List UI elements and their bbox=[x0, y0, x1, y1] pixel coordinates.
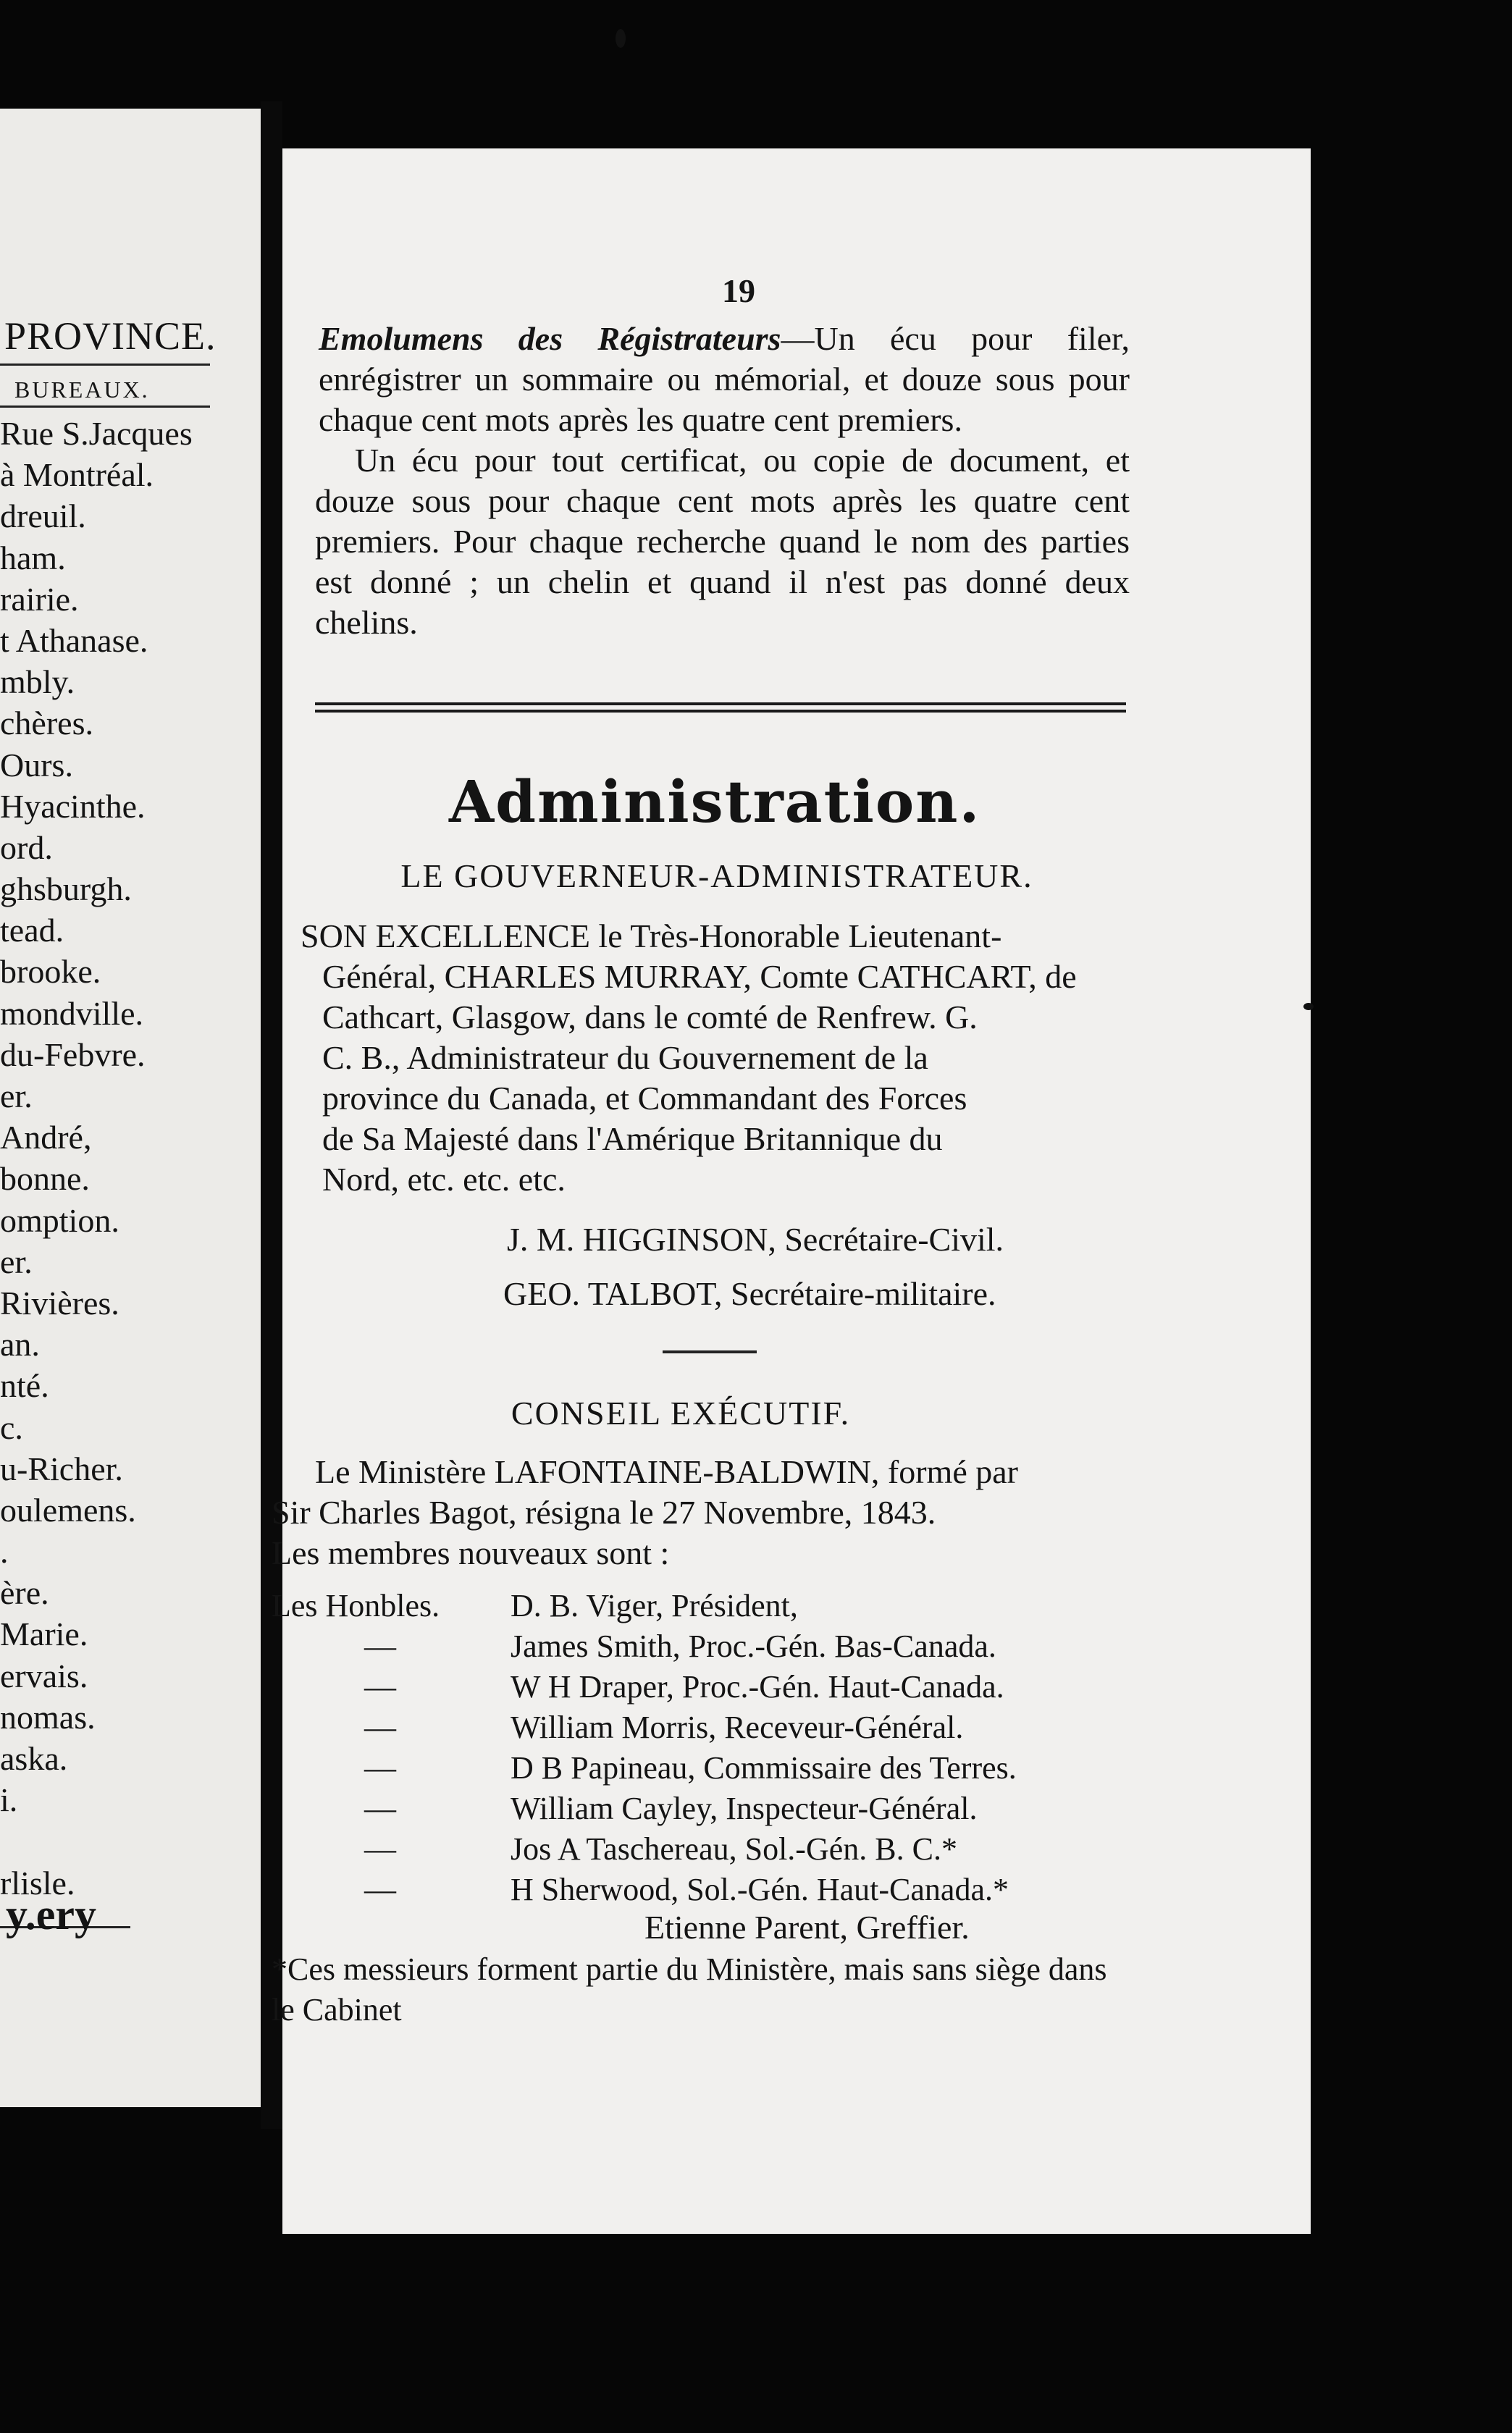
member-lead: Les Honbles. bbox=[272, 1588, 440, 1623]
list-item: Hyacinthe. bbox=[0, 787, 146, 825]
member-name: W H Draper, Proc.-Gén. Haut-Canada. bbox=[511, 1669, 1004, 1705]
list-item: chères. bbox=[0, 705, 93, 742]
greffier-line: Etienne Parent, Greffier. bbox=[644, 1909, 970, 1946]
member-lead: — bbox=[364, 1872, 396, 1907]
section-divider bbox=[315, 702, 1126, 713]
secretary-civil: J. M. HIGGINSON, Secrétaire-Civil. bbox=[507, 1221, 1004, 1258]
list-item: u-Richer. bbox=[0, 1450, 123, 1487]
list-item: du-Febvre. bbox=[0, 1035, 146, 1073]
list-item: an. bbox=[0, 1326, 40, 1363]
left-page-column-header: BUREAUX. bbox=[14, 377, 150, 403]
governor-line: province du Canada, et Commandant des Forces bbox=[322, 1080, 967, 1117]
council-intro-line: Sir Charles Bagot, résigna le 27 Novembre, 1843. bbox=[272, 1494, 936, 1531]
list-item: nté. bbox=[0, 1367, 49, 1405]
member-row bbox=[272, 1667, 1141, 1707]
emoluments-paragraph bbox=[319, 319, 1130, 440]
council-intro-line: Les membres nouveaux sont : bbox=[272, 1534, 670, 1571]
member-name: James Smith, Proc.-Gén. Bas-Canada. bbox=[511, 1629, 996, 1664]
list-item: rlisle. bbox=[0, 1864, 75, 1902]
secretary-military: GEO. TALBOT, Secrétaire-militaire. bbox=[503, 1275, 996, 1312]
list-item: à Montréal. bbox=[0, 456, 154, 494]
member-name: D B Papineau, Commissaire des Terres. bbox=[511, 1750, 1017, 1786]
governor-line: SON EXCELLENCE le Très-Honorable Lieutenant- bbox=[301, 917, 1002, 954]
emoluments-title: Emolumens des Régistrateurs bbox=[319, 320, 781, 357]
member-row bbox=[272, 1586, 1141, 1626]
member-lead: — bbox=[364, 1750, 396, 1786]
governor-description bbox=[301, 916, 1119, 1200]
list-item: ère. bbox=[0, 1574, 49, 1612]
list-item: Ours. bbox=[0, 746, 73, 783]
governor-line: C. B., Administrateur du Gouvernement de la bbox=[322, 1039, 928, 1076]
list-item: Rue S.Jacques bbox=[0, 415, 193, 452]
separator-rule bbox=[663, 1350, 757, 1353]
left-page-rule bbox=[0, 406, 210, 408]
list-item: ghsburgh. bbox=[0, 870, 132, 908]
list-item: rairie. bbox=[0, 580, 79, 618]
governor-heading: LE GOUVERNEUR-ADMINISTRATEUR. bbox=[400, 857, 1033, 894]
member-row bbox=[272, 1748, 1141, 1789]
list-item: . bbox=[0, 1533, 9, 1571]
emoluments-text: —Un écu pour filer, enrégistrer un sommaire ou mémorial, et douze sous pour chaque cent mots après les quatre cent premiers. bbox=[319, 320, 1130, 438]
footnote: *Ces messieurs forment partie du Ministère, mais sans siège dans le Cabinet bbox=[272, 1951, 1107, 2028]
list-item: ham. bbox=[0, 539, 66, 576]
member-lead: — bbox=[364, 1791, 396, 1826]
governor-line: Général, CHARLES MURRAY, Comte CATHCART, de bbox=[322, 958, 1077, 995]
member-lead: — bbox=[364, 1669, 396, 1705]
member-row bbox=[272, 1829, 1141, 1870]
list-item: er. bbox=[0, 1077, 33, 1114]
left-page-list bbox=[0, 413, 193, 1904]
list-item: i. bbox=[0, 1781, 18, 1819]
list-item: Marie. bbox=[0, 1615, 88, 1653]
list-item bbox=[0, 1820, 193, 1862]
member-name: William Cayley, Inspecteur-Général. bbox=[511, 1791, 978, 1826]
left-page-title: PROVINCE. bbox=[4, 314, 217, 358]
member-name: H Sherwood, Sol.-Gén. Haut-Canada.* bbox=[511, 1872, 1009, 1907]
list-item: mbly. bbox=[0, 663, 75, 701]
governor-line: Nord, etc. etc. etc. bbox=[322, 1161, 566, 1198]
council-members bbox=[272, 1586, 1141, 1910]
member-row bbox=[272, 1707, 1141, 1748]
list-item: oulemens. bbox=[0, 1491, 136, 1529]
list-item: André, bbox=[0, 1119, 92, 1156]
list-item: tead. bbox=[0, 912, 64, 949]
member-name: William Morris, Receveur-Général. bbox=[511, 1710, 964, 1745]
list-item: brooke. bbox=[0, 953, 101, 991]
governor-line: Cathcart, Glasgow, dans le comté de Renfrew. G. bbox=[322, 999, 978, 1035]
member-name: D. B. Viger, Président, bbox=[511, 1588, 798, 1623]
list-item: mondville. bbox=[0, 994, 144, 1032]
member-row bbox=[272, 1789, 1141, 1829]
member-lead: — bbox=[364, 1710, 396, 1745]
council-intro-line: Le Ministère LAFONTAINE-BALDWIN, formé par bbox=[315, 1453, 1018, 1490]
list-item: ord. bbox=[0, 828, 53, 866]
member-name: Jos A Taschereau, Sol.-Gén. B. C.* bbox=[511, 1831, 957, 1867]
member-lead: — bbox=[364, 1629, 396, 1664]
section-title: Administration. bbox=[449, 768, 981, 836]
list-item: c. bbox=[0, 1408, 23, 1446]
list-item: t Athanase. bbox=[0, 621, 148, 659]
scan-speck bbox=[1303, 1003, 1314, 1010]
council-intro bbox=[272, 1452, 1141, 1573]
member-row bbox=[272, 1870, 1141, 1910]
council-heading: CONSEIL EXÉCUTIF. bbox=[511, 1395, 851, 1432]
page-number: 19 bbox=[722, 272, 755, 309]
governor-line: de Sa Majesté dans l'Amérique Britannique du bbox=[322, 1120, 943, 1157]
left-page-footer: y.ery bbox=[6, 1891, 96, 1938]
scan-speck bbox=[616, 29, 626, 48]
member-row bbox=[272, 1626, 1141, 1667]
emoluments-paragraph-2: Un écu pour tout certificat, ou copie de document, et douze sous pour chaque cent mots après les quatre cent premiers. Pour chaque recherche quand le nom des parties est donné ; un chelin et quand il n'est pas donné deux chelins. bbox=[315, 442, 1130, 641]
list-item: er. bbox=[0, 1243, 33, 1280]
list-item: aska. bbox=[0, 1740, 68, 1777]
list-item: dreuil. bbox=[0, 497, 86, 535]
list-item: bonne. bbox=[0, 1160, 90, 1198]
left-facing-page bbox=[0, 109, 261, 2107]
list-item: omption. bbox=[0, 1201, 119, 1239]
list-item: ervais. bbox=[0, 1657, 88, 1694]
left-page-rule bbox=[0, 364, 210, 366]
member-lead: — bbox=[364, 1831, 396, 1867]
document-page bbox=[272, 148, 1311, 2234]
list-item: Rivières. bbox=[0, 1284, 119, 1321]
list-item: nomas. bbox=[0, 1698, 96, 1736]
